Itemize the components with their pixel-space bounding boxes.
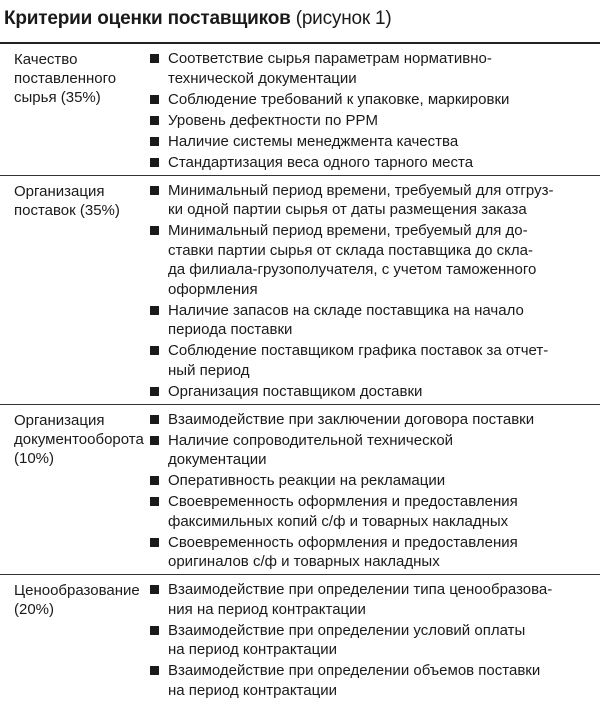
square-bullet-icon [150, 538, 159, 547]
criteria-item-text: Оперативность реакции на рекламации [168, 472, 446, 489]
category-label-line: поставок (35%) [14, 201, 120, 219]
criteria-item [150, 132, 600, 152]
square-bullet-icon [150, 116, 159, 125]
square-bullet-icon [150, 476, 159, 485]
criteria-item-text: документации [168, 451, 267, 468]
criteria-item [150, 181, 600, 220]
category-label-line: Качество [14, 51, 78, 68]
criteria-item [150, 49, 600, 88]
square-bullet-icon [150, 346, 159, 355]
criteria-item [150, 410, 600, 430]
criteria-item-text: Взаимодействие при определении объемов поставки [168, 662, 541, 679]
criteria-item-text: ния на период контрактации [168, 600, 366, 618]
criteria-item [150, 471, 600, 491]
criteria-item-text: Своевременность оформления и предоставления [168, 533, 518, 551]
square-bullet-icon [150, 186, 159, 195]
square-bullet-icon [150, 387, 159, 396]
criteria-list [150, 405, 600, 575]
criteria-item [150, 492, 600, 531]
square-bullet-icon [150, 158, 159, 167]
criteria-item-text: на период контрактации [168, 641, 337, 658]
square-bullet-icon [150, 415, 159, 424]
title-main: Критерии оценки поставщиков [4, 8, 291, 29]
criteria-item-text: Наличие запасов на складе поставщика на начало [168, 301, 524, 319]
criteria-item-text: Соответствие сырья параметрам нормативно- [168, 50, 492, 67]
criteria-item [150, 431, 600, 470]
criteria-item [150, 111, 600, 131]
page-title [4, 6, 596, 36]
criteria-row [0, 42, 600, 175]
criteria-item-text: на период контрактации [168, 681, 337, 699]
criteria-item-text: Наличие сопроводительной технической [168, 431, 454, 449]
criteria-item-text: Взаимодействие при заключении договора поставки [168, 410, 535, 428]
criteria-row [0, 175, 600, 404]
category-label [0, 176, 150, 404]
square-bullet-icon [150, 54, 159, 63]
criteria-item [150, 90, 600, 110]
category-label-line: документооборота [14, 430, 144, 448]
criteria-item-text: ставки партии сырья от склада поставщика до скла- [168, 241, 533, 259]
criteria-item-text: ный период [168, 361, 250, 379]
criteria-list [150, 176, 600, 404]
criteria-item-text: оригиналов с/ф и товарных накладных [168, 553, 440, 570]
criteria-item-text: Организация поставщиком доставки [168, 382, 423, 400]
criteria-item-text: периода поставки [168, 321, 293, 338]
criteria-item-text: Минимальный период времени, требуемый для отгруз- [168, 181, 554, 199]
criteria-item [150, 341, 600, 380]
criteria-item [150, 661, 600, 700]
category-label-line: Организация [14, 182, 105, 200]
category-label-line: сырья (35%) [14, 89, 101, 106]
criteria-item-text: Минимальный период времени, требуемый для до- [168, 222, 528, 239]
criteria-item-text: Соблюдение требований к упаковке, маркировки [168, 90, 510, 108]
category-label-line: (20%) [14, 601, 55, 618]
criteria-item-text: Наличие системы менеджмента качества [168, 132, 459, 150]
criteria-list [150, 44, 600, 175]
criteria-item-text: Своевременность оформления и предоставления [168, 493, 518, 510]
criteria-item-text: Взаимодействие при определении типа ценообразова- [168, 581, 553, 598]
category-label-line: Ценообразование [14, 582, 140, 599]
criteria-item [150, 621, 600, 660]
criteria-row [0, 404, 600, 575]
criteria-item-text: да филиала-грузополучателя, с учетом таможенного [168, 261, 537, 278]
square-bullet-icon [150, 626, 159, 635]
square-bullet-icon [150, 95, 159, 104]
criteria-item-text: факсимильных копий с/ф и товарных накладных [168, 512, 509, 530]
square-bullet-icon [150, 585, 159, 594]
criteria-row [0, 574, 600, 703]
criteria-item [150, 533, 600, 572]
square-bullet-icon [150, 497, 159, 506]
criteria-list [150, 575, 600, 703]
square-bullet-icon [150, 666, 159, 675]
title-figure-ref: (рисунок 1) [290, 8, 392, 29]
category-label-line: поставленного [14, 70, 117, 87]
criteria-item-text: Соблюдение поставщиком графика поставок за отчет- [168, 342, 549, 359]
criteria-item [150, 382, 600, 402]
square-bullet-icon [150, 306, 159, 315]
criteria-item [150, 153, 600, 173]
category-label-line: (10%) [14, 449, 55, 467]
category-label [0, 405, 150, 575]
criteria-item-text: Стандартизация веса одного тарного места [168, 153, 474, 171]
square-bullet-icon [150, 226, 159, 235]
category-label-line: Организация [14, 411, 105, 429]
criteria-item [150, 301, 600, 340]
category-label [0, 44, 150, 175]
criteria-item-text: ки одной партии сырья от даты размещения заказа [168, 201, 527, 218]
criteria-table [0, 42, 600, 703]
square-bullet-icon [150, 436, 159, 445]
criteria-item [150, 221, 600, 299]
criteria-item [150, 580, 600, 619]
criteria-item-text: Взаимодействие при определении условий оплаты [168, 621, 526, 639]
criteria-item-text: оформления [168, 280, 258, 298]
criteria-item-text: Уровень дефектности по PPM [168, 111, 379, 129]
criteria-item-text: технической документации [168, 69, 357, 87]
square-bullet-icon [150, 137, 159, 146]
category-label [0, 575, 150, 703]
